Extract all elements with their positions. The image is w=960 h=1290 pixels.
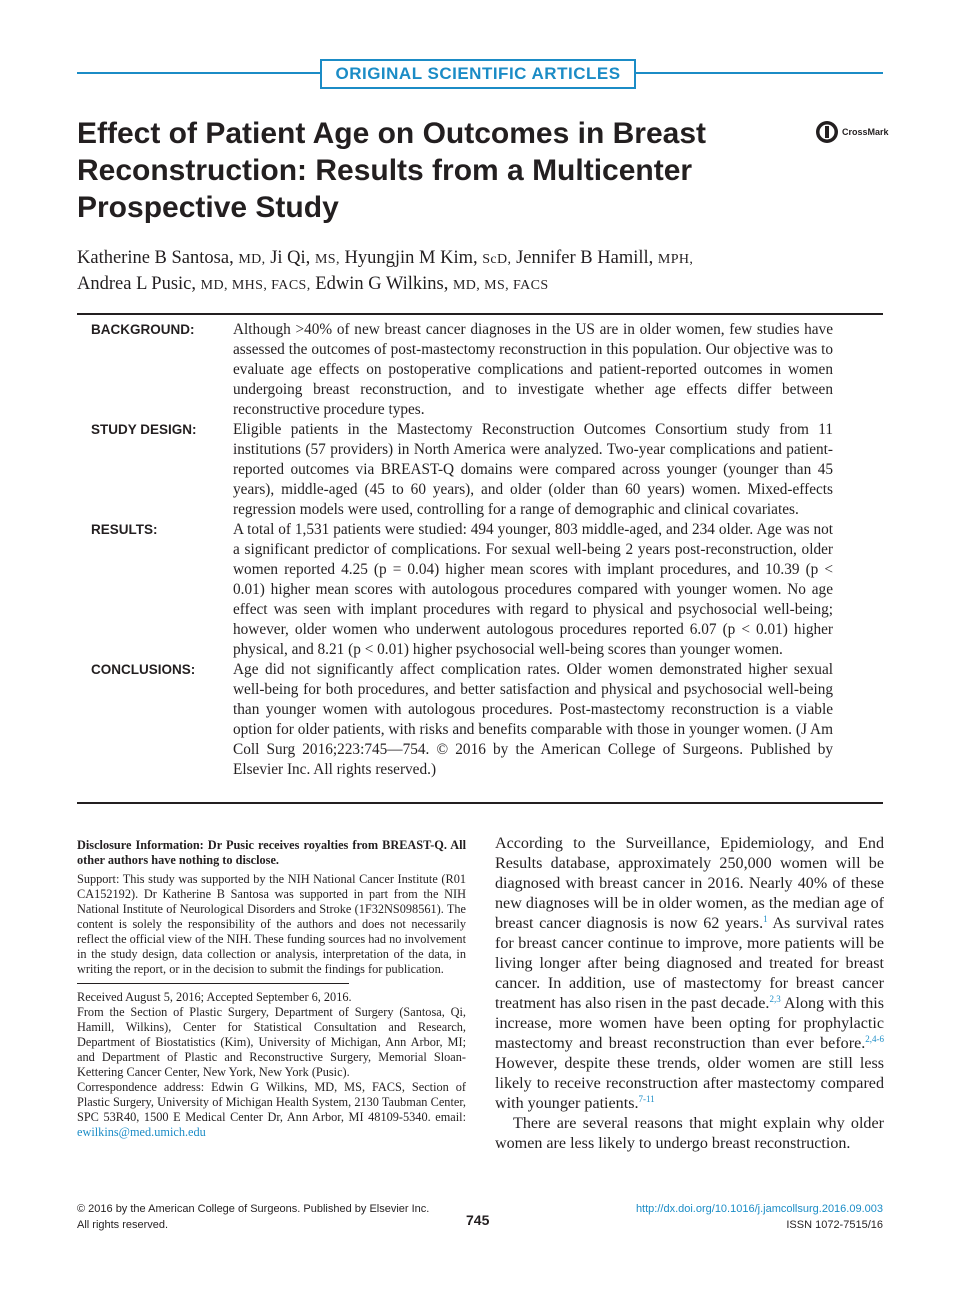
crossmark-icon (815, 120, 839, 144)
study-design-text: Eligible patients in the Mastectomy Reconstruction Outcomes Consortium study from 11 institutions (57 providers) in North America were analyzed. Two-year complications and patient-reported outcomes via BREAST-Q domains were compared across younger (younger than 45 years), middle-aged (45 to 60 years), and older (older than 60 years) women. Mixed-effects regression models were used, controlling for a range of demographic and clinical covariates. (233, 421, 833, 518)
article-title: Effect of Patient Age on Outcomes in Breast Reconstruction: Results from a Multicenter Prospective Study (77, 117, 706, 224)
section-rule-right (636, 72, 883, 74)
conclusions-text: Age did not significantly affect complication rates. Older women demonstrated higher sexual well-being for both procedures, and better satisfaction and physical and psychosocial well-being than younger women with autologous procedures. Post-mastectomy reconstruction is a viable option for older patients, with risks and benefits comparable with those in younger women. (J Am Coll Surg 2016;223:745—754. © 2016 by the American College of Surgeons. Published by Elsevier Inc. All rights reserved.) (233, 661, 833, 778)
body-paragraph-1 (495, 834, 884, 1114)
background-text: Although >40% of new breast cancer diagnoses in the US are in older women, few studies have assessed the outcomes of post-mastectomy reconstruction in this population. Our objective was to evaluate age effects on postoperative complications and patient-reported outcomes in women undergoing breast reconstruction, and to investigate whether age effects differ between reconstructive procedure types. (233, 321, 833, 418)
author-degrees: MD, (238, 252, 266, 267)
abstract-top-rule (77, 313, 883, 315)
email-link[interactable]: ewilkins@med.umich.edu (77, 1125, 206, 1139)
study-design-label: STUDY DESIGN: (91, 422, 197, 437)
footnote-separator (77, 983, 349, 984)
conclusions-label: CONCLUSIONS: (91, 662, 196, 677)
reference-link[interactable]: 7-11 (638, 1094, 655, 1104)
doi-link[interactable]: http://dx.doi.org/10.1016/j.jamcollsurg.2016.09.003 (635, 1203, 883, 1215)
author-name: Edwin G Wilkins, (315, 274, 449, 294)
author-degrees: MS, (314, 252, 340, 267)
author-name: Katherine B Santosa, (77, 248, 234, 268)
abstract (77, 320, 883, 780)
footer-identifiers (636, 1201, 883, 1233)
body-column (495, 834, 884, 1154)
author-name: Jennifer B Hamill, (516, 248, 654, 268)
body-text: Along with this increase, more women have been opting for prophylactic mastectomy and breast reconstruction than ever before. (495, 995, 885, 1052)
correspondence-text: Correspondence address: Edwin G Wilkins, MD, MS, FACS, Section of Plastic Surgery, University of Michigan Health System, 2130 Taubman Center, SPC 53R40, 1500 E Medical Center Dr, Ann Arbor, MI 48109-5340. email: (77, 1080, 466, 1124)
page-number: 745 (466, 1212, 490, 1228)
section-rule-left (77, 72, 320, 74)
footnotes-column (77, 838, 466, 1144)
body-text: However, despite these trends, older women are still less likely to receive reconstruction after mastectomy compared with younger patients. (495, 1055, 884, 1112)
correspondence-note (77, 1080, 466, 1140)
author-degrees: ScD, (482, 252, 512, 267)
received-note: Received August 5, 2016; Accepted September 6, 2016. (77, 990, 352, 1004)
reference-link[interactable]: 2,4-6 (865, 1034, 884, 1044)
reference-link[interactable]: 1 (763, 914, 768, 924)
body-paragraph-2: There are several reasons that might explain why older women are less likely to undergo breast reconstruction. (495, 1115, 884, 1152)
author-degrees: MD, MHS, FACS, (200, 278, 311, 293)
author-name: Ji Qi, (270, 248, 311, 268)
copyright-text: © 2016 by the American College of Surgeons. Published by Elsevier Inc. (77, 1203, 430, 1215)
abstract-bottom-rule (77, 802, 883, 804)
footer-copyright (77, 1201, 429, 1233)
abstract-results (77, 520, 883, 660)
results-text: A total of 1,531 patients were studied: 494 younger, 803 middle-aged, and 234 older. Age was not a significant predictor of complications. For sexual well-being 2 years post-reconstruction, older women reported 4.25 (p = 0.04) higher mean scores with implant procedures, and 10.39 (p < 0.01) higher mean scores with autologous procedures compared with younger women. No age effect was seen with implant procedures with regard to physical and psychosocial well-being; however, older women who underwent autologous procedures reported 6.07 (p < 0.01) higher physical, and 8.21 (p < 0.01) higher psychosocial well-being scores than younger women. (233, 521, 833, 658)
rights-text: All rights reserved. (77, 1219, 169, 1231)
background-label: BACKGROUND: (91, 322, 195, 337)
author-name: Hyungjin M Kim, (344, 248, 478, 268)
author-list (77, 246, 837, 298)
results-label: RESULTS: (91, 522, 158, 537)
author-degrees: MPH, (657, 252, 694, 267)
abstract-conclusions (77, 660, 883, 780)
author-name: Andrea L Pusic, (77, 274, 197, 294)
body-text: As survival rates for breast cancer continue to improve, more patients will be living longer after being diagnosed and treated for breast cancer. In addition, use of mastectomy for breast cancer treatment has also risen in the past decade. (495, 915, 884, 1012)
crossmark-badge[interactable] (815, 120, 889, 144)
section-label: ORIGINAL SCIENTIFIC ARTICLES (335, 64, 621, 83)
crossmark-label: CrossMark (842, 127, 889, 137)
abstract-background (77, 320, 883, 420)
affiliations-note: From the Section of Plastic Surgery, Department of Surgery (Santosa, Qi, Hamill, Wilkins), Center for Statistical Consultation and Research, Department of Biostatistics (Kim), University of Michigan, Ann Arbor, MI; and Department of Plastic and Reconstructive Surgery, Memorial Sloan-Kettering Cancer Center, New York, New York (Pusic). (77, 1005, 466, 1079)
author-degrees: MD, MS, FACS (452, 278, 549, 293)
reference-link[interactable]: 2,3 (769, 994, 781, 1004)
section-header (320, 59, 636, 89)
body-text: According to the Surveillance, Epidemiology, and End Results database, approximately 250,000 women will be diagnosed with breast cancer in 2016. Nearly 40% of these new diagnoses will be in older women, as the median age of breast cancer diagnosis is now 62 years. (495, 835, 884, 932)
disclosure-note: Disclosure Information: Dr Pusic receives royalties from BREAST-Q. All other authors have nothing to disclose. (77, 838, 466, 867)
abstract-study-design (77, 420, 883, 520)
support-note: Support: This study was supported by the NIH National Cancer Institute (R01 CA152192). Dr Katherine B Santosa was supported in part from the NIH National Institute of Neurological Disorders and Stroke (1F32NS098561). The content is solely the responsibility of the authors and does not necessarily reflect the official view of the NIH. These funding sources had no involvement in the study design, data collection or analysis, interpretation of the data, in writing the report, or in the decision to submit the findings for publication. (77, 872, 466, 976)
issn-text: ISSN 1072-7515/16 (786, 1219, 883, 1231)
